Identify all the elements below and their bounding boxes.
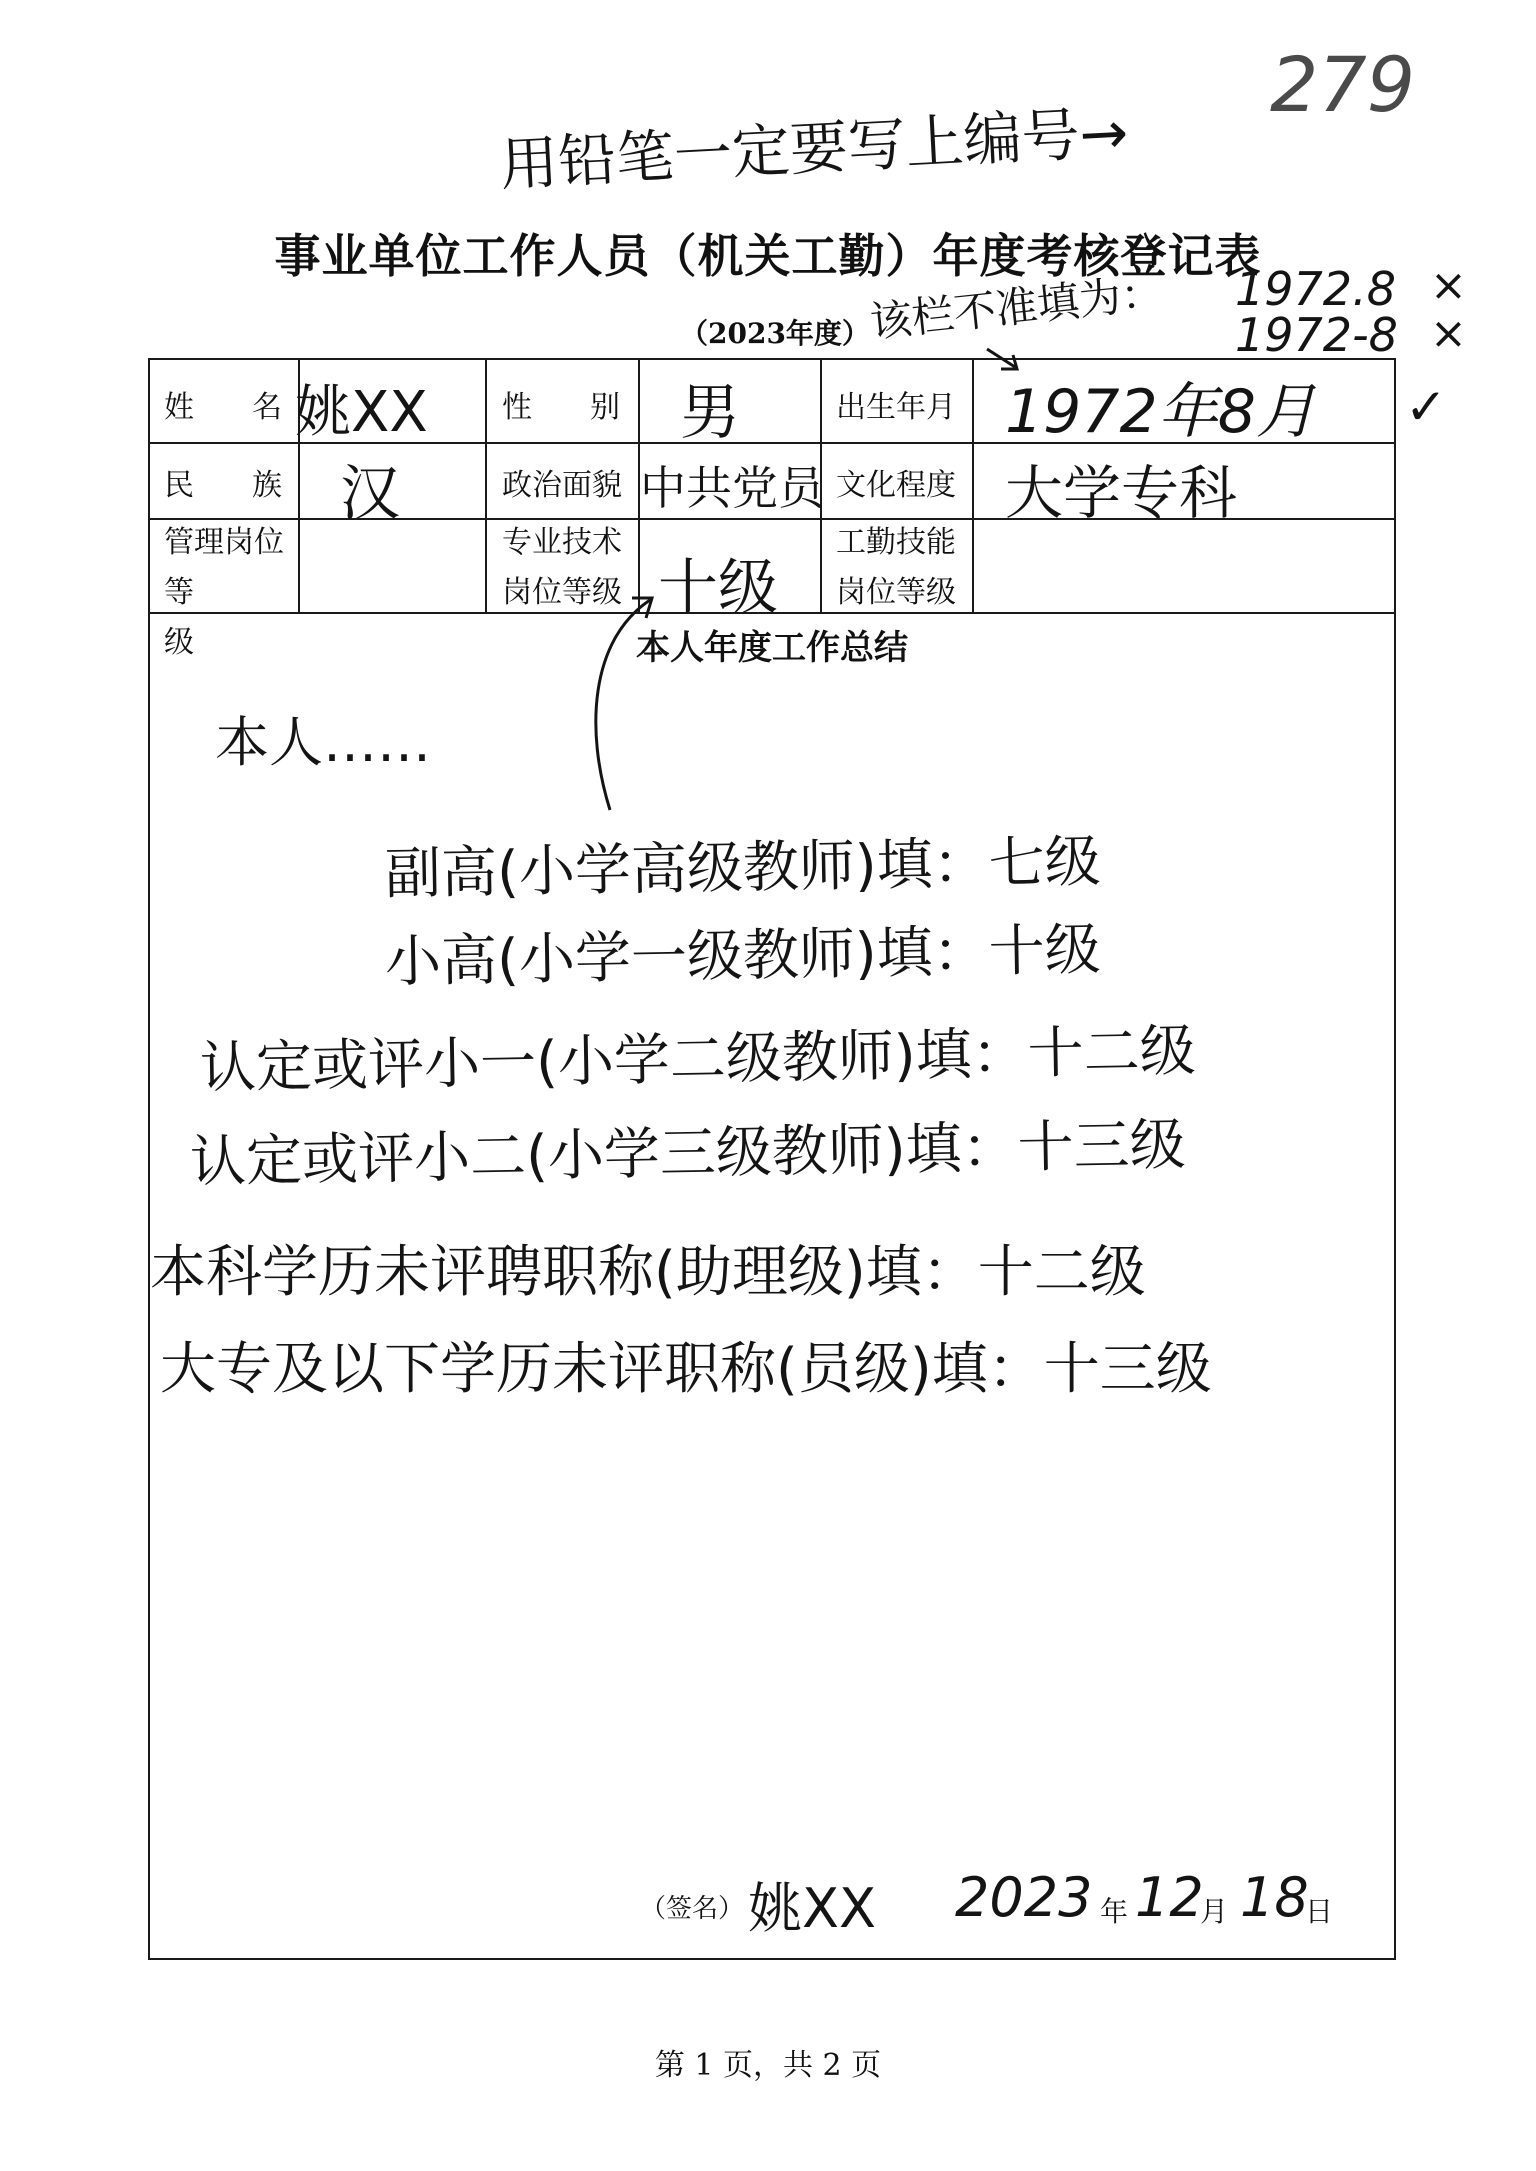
birth-value: 1972年8月 xyxy=(1005,377,1316,447)
ethnicity-value: 汉 xyxy=(340,459,400,529)
summary-note-5: 本科学历未评聘职称(助理级)填：十二级 xyxy=(150,1240,1146,1305)
pencil-note: 用铅笔一定要写上编号→ xyxy=(498,98,1130,199)
summary-note-3: 认定或评小一(小学二级教师)填：十二级 xyxy=(199,1018,1197,1101)
gender-label: 性别 xyxy=(502,390,678,425)
birth-format-note: 该栏不准填为： xyxy=(867,267,1166,347)
tech-label-line1: 专业技术 xyxy=(502,525,622,560)
worker-label-line2: 岗位等级 xyxy=(836,575,956,610)
page-title: 事业单位工作人员（机关工勤）年度考核登记表 xyxy=(274,229,1262,283)
tech-label-line2: 岗位等级 xyxy=(502,575,622,610)
summary-note-4: 认定或评小二(小学三级教师)填：十三级 xyxy=(189,1112,1187,1195)
birth-note-arrow-icon xyxy=(985,345,1025,375)
worker-grade-label xyxy=(836,518,956,618)
signature-month: 12 xyxy=(1135,1866,1204,1929)
politics-label: 政治面貌 xyxy=(502,468,622,503)
signature-day: 18 xyxy=(1240,1866,1309,1929)
summary-note-6: 大专及以下学历未评职称(员级)填：十三级 xyxy=(160,1337,1212,1402)
right-mark: ✓ xyxy=(1405,378,1447,436)
birth-label: 出生年月 xyxy=(836,390,956,425)
bad-format-2: 1972-8 xyxy=(1235,308,1398,362)
page-footer: 第 1 页，共 2 页 xyxy=(654,2048,882,2083)
name-label xyxy=(164,382,340,426)
education-value: 大学专科 xyxy=(1005,459,1238,527)
month-char: 月 xyxy=(1200,1895,1229,1928)
assessment-year: （2023年度） xyxy=(680,317,870,350)
summary-opening: 本人…… xyxy=(215,711,431,774)
wrong-mark-2: × xyxy=(1430,308,1467,359)
mgmt-label-line2: 等级 xyxy=(164,575,252,660)
signature-label: （签名） xyxy=(640,1894,745,1924)
bad-format-1: 1972.8 xyxy=(1235,262,1396,316)
education-label: 文化程度 xyxy=(836,468,956,503)
signature-name: 姚XX xyxy=(748,1877,876,1940)
col-rule-5 xyxy=(972,360,974,612)
pointer-arrow-icon xyxy=(580,580,680,820)
summary-title: 本人年度工作总结 xyxy=(636,628,908,668)
signature-year: 2023 xyxy=(955,1866,1093,1929)
ethnicity-label: 民族 xyxy=(164,468,340,503)
worker-label-line1: 工勤技能 xyxy=(836,525,956,560)
name-value: 姚XX xyxy=(295,380,428,445)
gender-value: 男 xyxy=(680,378,740,448)
year-char: 年 xyxy=(1100,1895,1129,1928)
politics-value: 中共党员 xyxy=(640,461,824,515)
day-char: 日 xyxy=(1305,1895,1334,1928)
summary-note-1: 副高(小学高级教师)填：七级 xyxy=(384,829,1102,907)
col-rule-2 xyxy=(485,360,487,612)
serial-number: 279 xyxy=(1270,40,1416,129)
wrong-mark-1: × xyxy=(1430,260,1467,311)
tech-grade-value: 十级 xyxy=(658,553,778,623)
summary-note-2: 小高(小学一级教师)填：十级 xyxy=(384,917,1102,995)
mgmt-label-line1: 管理岗位 xyxy=(164,525,284,560)
name-label-text: 姓名 xyxy=(164,390,340,425)
